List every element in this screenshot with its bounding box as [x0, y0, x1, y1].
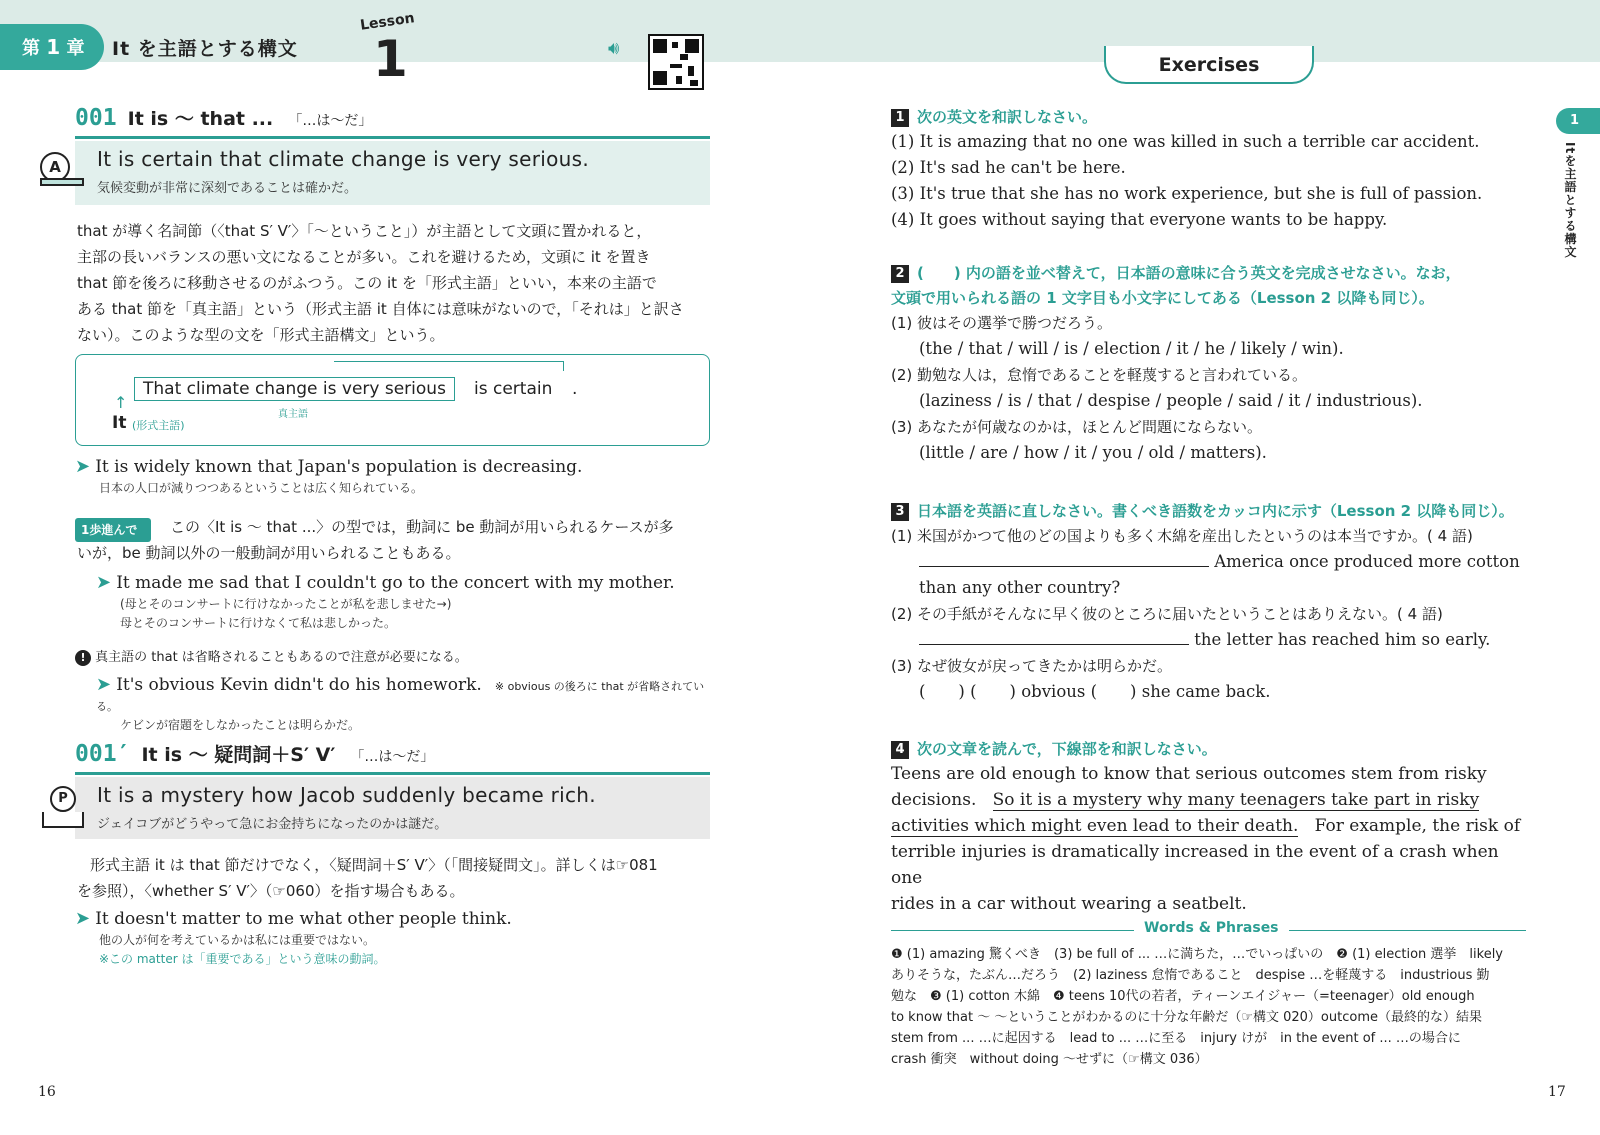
chapter-tab: 第 1 章 [0, 24, 104, 70]
underlined-passage: activities which might even lead to their death. [891, 816, 1299, 836]
move-arrow [334, 361, 564, 371]
book-icon [42, 812, 84, 828]
arrow-icon: ➤ [96, 572, 112, 593]
example-3: ➤ It made me sad that I couldn't go to the concert with my mother. (母とそのコンサートに行けなかったことが私を悲しませた→) 母とそのコンサートに行けなくて私は悲しかった。 [96, 572, 675, 630]
key-example-jp: 気候変動が非常に深刻であることは確かだ。 [97, 181, 358, 196]
arrow-icon: ➤ [75, 908, 91, 929]
divider [75, 136, 710, 139]
key-example-en: It is certain that climate change is very serious. [97, 147, 590, 171]
answer-blank[interactable] [919, 627, 1189, 645]
side-chapter-tab: 1 [1556, 108, 1600, 134]
section-001b-header: 001′ It is ～ 疑問詞＋S′ V′ 「…は～だ」 [75, 741, 435, 767]
question-1: 1 次の英文を和訳しなさい。 (1) It is amazing that no one was killed in such a terrible car accident. (2) It's sad he can't be here. (3) It's true that she has no work experience, but she is full of passion. (4) It goes without saying that everyone wants to be happy. [891, 108, 1483, 229]
section-001-header: 001 It is ～ that ... 「…は～だ」 [75, 105, 373, 131]
speaker-icon[interactable]: 🔊︎ [608, 38, 620, 59]
divider [75, 772, 710, 775]
exercises-title: Exercises [1104, 46, 1314, 84]
pencil-icon [40, 178, 84, 186]
question-4: 4 次の文章を読んで，下線部を和訳しなさい。 Teens are old enough to know that serious outcomes stem from risky decisions. So it is a mystery why many teenagers take part in risky activities which might even lead to their death. For example, the risk of terrible injuries is dramatically increased in the event of a crash when one rides in a car without wearing a seatbelt. [891, 740, 1521, 914]
underlined-passage: So it is a mystery why many teenagers take part in risky [992, 790, 1480, 810]
side-chapter-title: Itを主語とする構文 [1563, 142, 1577, 259]
qr-code-icon[interactable] [648, 34, 704, 90]
example-4: ➤ It's obvious Kevin didn't do his homework. ※ obvious の後ろに that が省略されている。 ケビンが宿題をしなかったことは明らかだ。 [96, 674, 705, 732]
caution-note: ! 真主語の that は省略されることもあるので注意が必要になる。 [75, 646, 468, 666]
words-phrases-title: Words & Phrases [1134, 920, 1289, 936]
true-subject-label: 真主語 [278, 409, 308, 420]
arrow-icon: ➤ [96, 674, 112, 695]
arrow-icon: ➤ [75, 456, 91, 477]
explanation-paragraph: that が導く名詞節（〈that S′ V′〉「～ということ」）が主語として文頭に置かれると， 主部の長いバランスの悪い文になることが多い。これを避けるため，文頭に it を置き that 節を後ろに移動させるのがふつう。この it を「形式主語」といい，本来の主語で ある that 節を「真主語」という（形式主語 it 自体には意味がないので，「それは」と訳さ ない）。このような型の文を「形式主語構文」という。 [77, 222, 684, 344]
key-example-box [75, 141, 710, 205]
up-arrow-icon: ↑ [114, 393, 128, 412]
structure-diagram: That climate change is very serious is certain . 真主語 ↑ It (形式主語) [75, 354, 710, 446]
true-subject-box: That climate change is very serious [134, 377, 455, 401]
page-number-right: 17 [1548, 1084, 1566, 1100]
lesson-label: Lesson [359, 10, 416, 34]
lesson-number: 1 [373, 30, 408, 88]
question-3: 3 日本語を英語に直しなさい。書くべき語数をカッコ内に示す（Lesson 2 以降も同じ）。 (1) 米国がかつて他のどの国よりも多く木綿を産出したというのは本当ですか。( 4 語) America once produced more cotton than any other country? (2) その手紙がそんなに早く彼のところに届いたということはありえない。( 4 語) the letter has reached him so early. (3) なぜ彼女が戻ってきたかは明らかだ。 ( ) ( ) obvious ( ) she came back. [891, 502, 1520, 701]
page-number-left: 16 [38, 1084, 56, 1100]
question-2: 2 ( ) 内の語を並べ替えて，日本語の意味に合う英文を完成させなさい。なお， 文頭で用いられる語の 1 文字目も小文字にしてある（Lesson 2 以降も同じ）。 (1) 彼はその選挙で勝つだろう。 (the / that / will / is / election / it / he / likely / win). (2) 勤勉な人は，怠惰であることを軽蔑すると言われている。 (laziness / is / that / despise / people / said / it / industrious). (3) あなたが何歳なのかは，ほとんど問題にならない。 (little / are / how / it / you / old / matters). [891, 264, 1461, 462]
step-badge: 1歩進んで [75, 518, 151, 542]
chapter-title: It を主語とする構文 [112, 38, 298, 60]
caution-icon: ! [75, 650, 91, 666]
audio-p-icon: P [50, 786, 76, 812]
diagram-rest: is certain [474, 379, 553, 399]
answer-blank[interactable] [919, 549, 1209, 567]
example-5: ➤ It doesn't matter to me what other people think. 他の人が何を考えているかは私には重要ではない。 ※この matter は「重要である」という意味の動詞。 [75, 908, 512, 966]
key-example-box: It is a mystery how Jacob suddenly became rich. ジェイコブがどうやって急にお金持ちになったのかは謎だ。 [75, 777, 710, 839]
audio-a-icon: A [40, 152, 70, 182]
example-2: ➤ It is widely known that Japan's population is decreasing. 日本の人口が減りつつあるということは広く知られている。 [75, 456, 583, 495]
words-phrases-body: ❶ (1) amazing 驚くべき (3) be full of ... …に満ちた，…でいっぱいの ❷ (1) election 選挙 likely ありそうな，たぶん…だろう (2) laziness 怠惰であること despise …を軽蔑する industrious 勤 勉な ❸ (1) cotton 木綿 ❹ teens 10代の若者，ティーンエイジャー（=teenager）old enough to know that ～ ～ということがわかるのに十分な年齢だ（☞構文 020）outcome（最終的な）結果 stem from ... …に起因する lead to ... …に至る injury けが in the event of ... …の場合に crash 衝突 without doing ～せずに（☞構文 036） [891, 947, 1503, 1067]
